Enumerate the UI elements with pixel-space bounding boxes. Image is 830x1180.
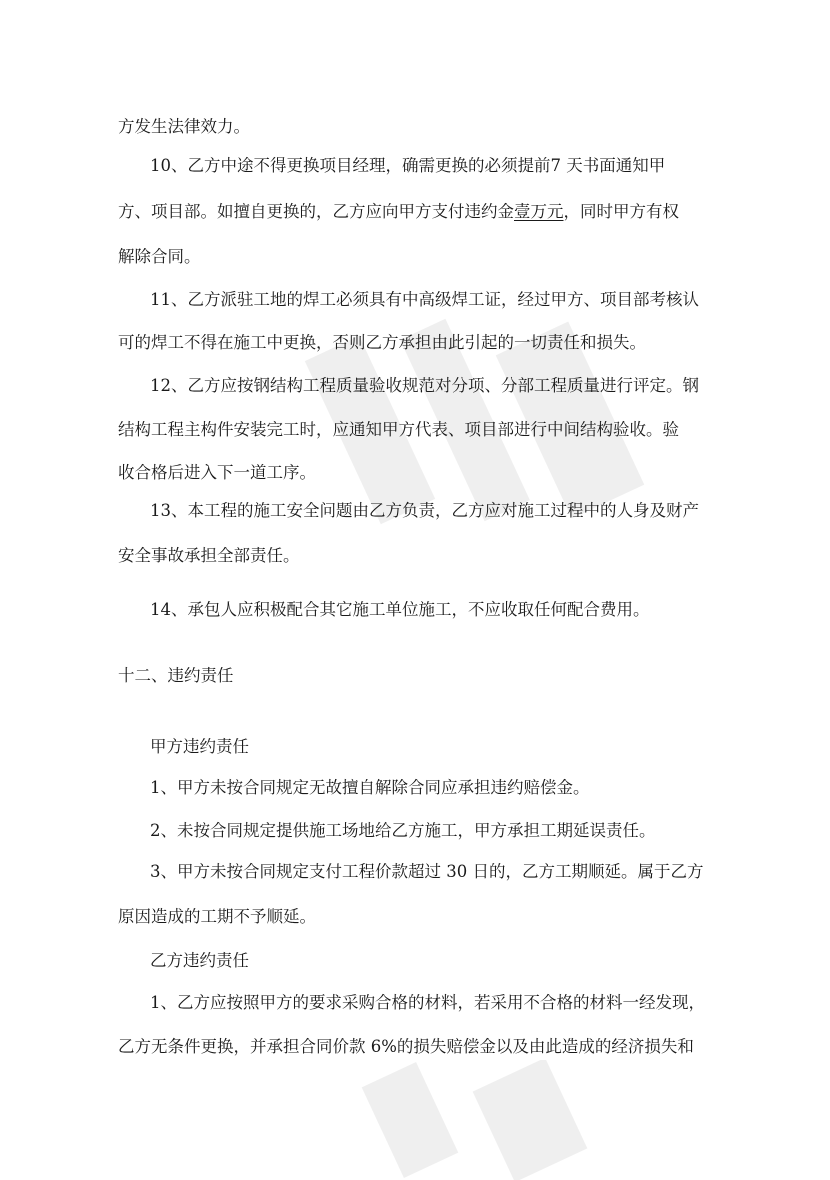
subheading-party-b: 乙方违约责任 xyxy=(150,951,249,970)
party-a-item-1: 1、甲方未按合同规定无故擅自解除合同应承担违约赔偿金。 xyxy=(150,778,590,797)
clause-11-line-2: 可的焊工不得在施工中更换，否则乙方承担由此引起的一切责任和损失。 xyxy=(118,333,646,352)
party-b-item-1-line-2: 乙方无条件更换，并承担合同价款 6%的损失赔偿金以及由此造成的经济损失和 xyxy=(118,1037,694,1056)
clause-12-line-2: 结构工程主构件安装完工时，应通知甲方代表、项目部进行中间结构验收。验 xyxy=(118,420,679,439)
party-b-item-1-line-1: 1、乙方应按照甲方的要求采购合格的材料，若采用不合格的材料一经发现， xyxy=(150,993,705,1012)
clause-12-line-1: 12、乙方应按钢结构工程质量验收规范对分项、分部工程质量进行评定。钢 xyxy=(150,376,699,395)
clause-12-line-3: 收合格后进入下一道工序。 xyxy=(118,463,316,482)
clause-10-line-2 xyxy=(118,202,679,222)
subheading-party-a: 甲方违约责任 xyxy=(150,737,249,756)
penalty-amount: 壹万元 xyxy=(514,202,564,221)
text-line: 方发生法律效力。 xyxy=(118,117,250,136)
clause-10-text-c: ，同时甲方有权 xyxy=(563,202,679,221)
party-a-item-3-line-1: 3、甲方未按合同规定支付工程价款超过 30 日的，乙方工期顺延。属于乙方 xyxy=(150,862,704,881)
section-heading: 十二、违约责任 xyxy=(118,666,234,685)
clause-13-line-1: 13、本工程的施工安全问题由乙方负责，乙方应对施工过程中的人身及财产 xyxy=(150,501,699,520)
clause-10-line-1: 10、乙方中途不得更换项目经理，确需更换的必须提前7 天书面通知甲 xyxy=(150,156,666,175)
clause-11-line-1: 11、乙方派驻工地的焊工必须具有中高级焊工证，经过甲方、项目部考核认 xyxy=(150,290,699,309)
clause-10-text-a: 方、项目部。如擅自更换的，乙方应向甲方支付违约金 xyxy=(118,202,514,221)
party-a-item-2: 2、未按合同规定提供施工场地给乙方施工，甲方承担工期延误责任。 xyxy=(150,821,656,840)
clause-10-line-3: 解除合同。 xyxy=(118,247,201,266)
party-a-item-3-line-2: 原因造成的工期不予顺延。 xyxy=(118,907,316,926)
clause-14-line-1: 14、承包人应积极配合其它施工单位施工，不应收取任何配合费用。 xyxy=(150,600,650,619)
watermark-graphic-bottom xyxy=(340,1060,640,1180)
clause-13-line-2: 安全事故承担全部责任。 xyxy=(118,546,300,565)
